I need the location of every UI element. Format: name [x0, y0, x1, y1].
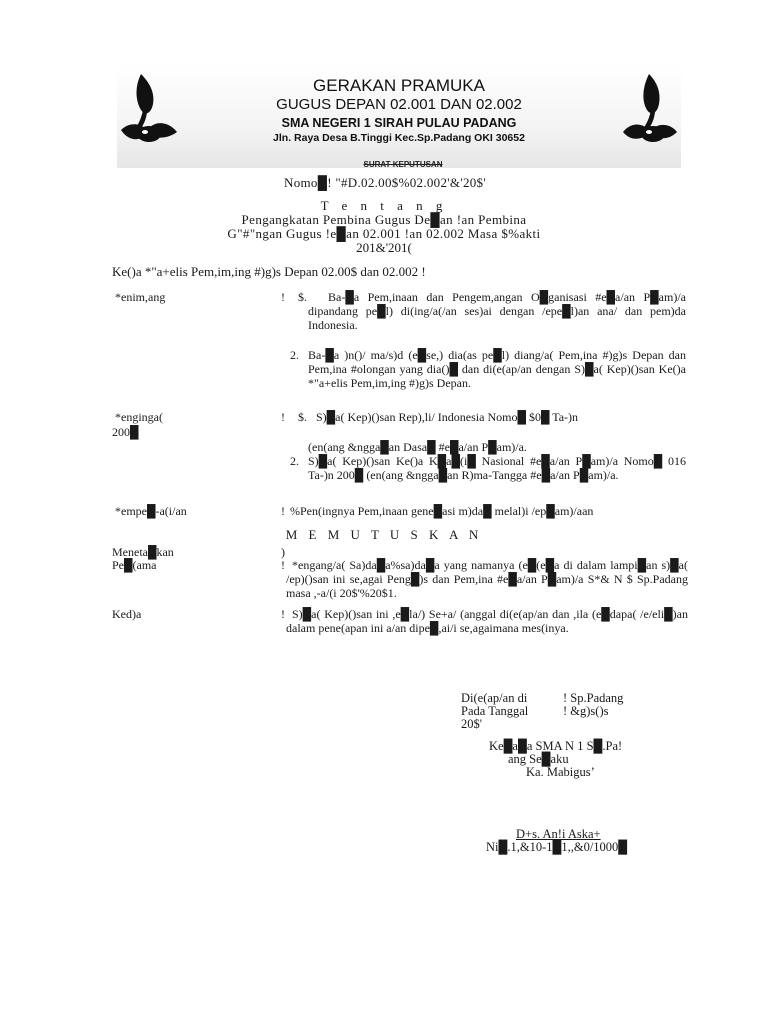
school-address: Jln. Raya Desa B.Tinggi Kec.Sp.Padang OKI 30652 — [273, 132, 525, 144]
menetapkan-label: Meneta█kan — [112, 545, 174, 559]
mengingat-item2: S)█a( Kep)()san Ke()a K█a█(i█ Nasional #e█a/an P█am)/a Nomo█ 016 Ta-)n 200█ (en(ang &ngga█an R)ma-Tangga #e█a/an P█am)/a. — [308, 454, 686, 482]
org-name: GERAKAN PRAMUKA — [313, 76, 485, 95]
sign-role-3: Ka. Mabigus’ — [526, 765, 595, 779]
letterhead — [117, 64, 681, 168]
kedua-label: Ked)a — [112, 607, 142, 621]
subject-line-1: Pengangkatan Pembina Gugus De█an !an Pembina — [241, 212, 527, 227]
sign-year: 20$' — [461, 717, 483, 731]
mengingat-item1-number: $. — [298, 410, 307, 424]
sign-place-label: Di(e(ap/an di — [461, 691, 528, 705]
subject-line-3: 201&'201( — [356, 240, 412, 255]
memperhatikan-text: %Pen(ingnya Pem,inaan gene█asi m)da█ melal)i /ep█am)/aan — [290, 504, 594, 518]
mengingat-item1-line1: S)█a( Kep)()san Rep),li/ Indonesia Nomo█ $0█ Ta-)n — [316, 410, 579, 424]
memutuskan-heading: M E M U T U S K A N — [285, 527, 483, 542]
mengingat-item2-number: 2. — [290, 454, 299, 468]
sign-date-value: ! &g)s()s — [563, 704, 609, 718]
sign-role-2: ang Se█aku — [508, 752, 569, 766]
issuer-line: Ke()a *"a+elis Pem,im,ing #)g)s Depan 02.00$ dan 02.002 ! — [112, 264, 426, 279]
document-number: Nomo█! "#D.02.00$%02.002'&'20$' — [284, 175, 487, 190]
school-name: SMA NEGERI 1 SIRAH PULAU PADANG — [281, 116, 517, 130]
memperhatikan-colon: ! — [281, 504, 285, 518]
pertama-text: *engang/a( Sa)da█a%sa)da█a yang namanya (e█(e█a di dalam lampi█an s)█a( /ep)()san ini se,agai Peng█)s dan Pem,ina #e█a/an P█am)/a S*& N $ Sp.Padang masa ,-a/(i 20$'%20$1. — [286, 558, 688, 600]
mengingat-label-year: 200█ — [112, 425, 139, 439]
mengingat-colon: ! — [281, 410, 285, 424]
subject-line-2: G"#"ngan Gugus !e█an 02.001 !an 02.002 Masa $%akti — [227, 226, 541, 241]
memperhatikan-label: *empe█-a(i/an — [115, 504, 187, 518]
mengingat-item1-line2: (en(ang &ngga█an Dasa█ #e█a/an P█am)/a. — [308, 440, 527, 454]
unit-name: GUGUS DEPAN 02.001 DAN 02.002 — [276, 96, 522, 113]
sign-place-value: ! Sp.Padang — [563, 691, 624, 705]
sign-date-label: Pada Tanggal — [461, 704, 529, 718]
menimbang-item1-number: $. — [298, 290, 307, 304]
signatory-name: D+s. An!i Aska+ — [516, 827, 601, 841]
menimbang-label: *enim,ang — [115, 290, 166, 304]
pertama-label: Pe█(ama — [112, 558, 157, 572]
sign-role-1: Ke█a█a SMA N 1 S█.Pa! — [489, 739, 623, 753]
menetapkan-colon: ) — [281, 545, 285, 559]
menimbang-item2: Ba-█a )n()/ ma/s)d (e█se,) dia(as pe█l) diang/a( Pem,ina #)g)s Depan dan Pem,ina #olongan yang dia()█ dan di(e(ap/an dengan S)█a( Kep)()san Ke()a *"a+elis Pem,im,ing #)g)s Depan. — [308, 348, 686, 390]
mengingat-label: *enginga( — [115, 410, 163, 424]
document-title: SURAT KEPUTUSAN — [363, 160, 443, 169]
menimbang-item2-number: 2. — [290, 348, 299, 362]
menimbang-colon: ! — [281, 290, 285, 304]
kedua-text: S)█a( Kep)()san ini ,e█la/) Se+a/ (anggal di(e(ap/an dan ,ila (e█dapa( /e/eli█)an dalam pene(apan ini a/an dipe█,ai/i se,agaimana mes(inya. — [286, 607, 688, 635]
signatory-nip: Ni█.1,&10-1█1,,&0/1000█ — [486, 840, 628, 854]
menimbang-item1: Ba-█a Pem,inaan dan Pengem,angan O█ganisasi #e█a/an P█am)/a dipandang pe█l) di(ing/a(/an ses)ai dengan /epe█l)an ana/ dan pem)da Indonesia. — [308, 290, 686, 332]
pertama-colon: ! — [281, 558, 285, 572]
tentang-heading: T e n t a n g — [320, 198, 448, 213]
kedua-colon: ! — [281, 607, 285, 621]
